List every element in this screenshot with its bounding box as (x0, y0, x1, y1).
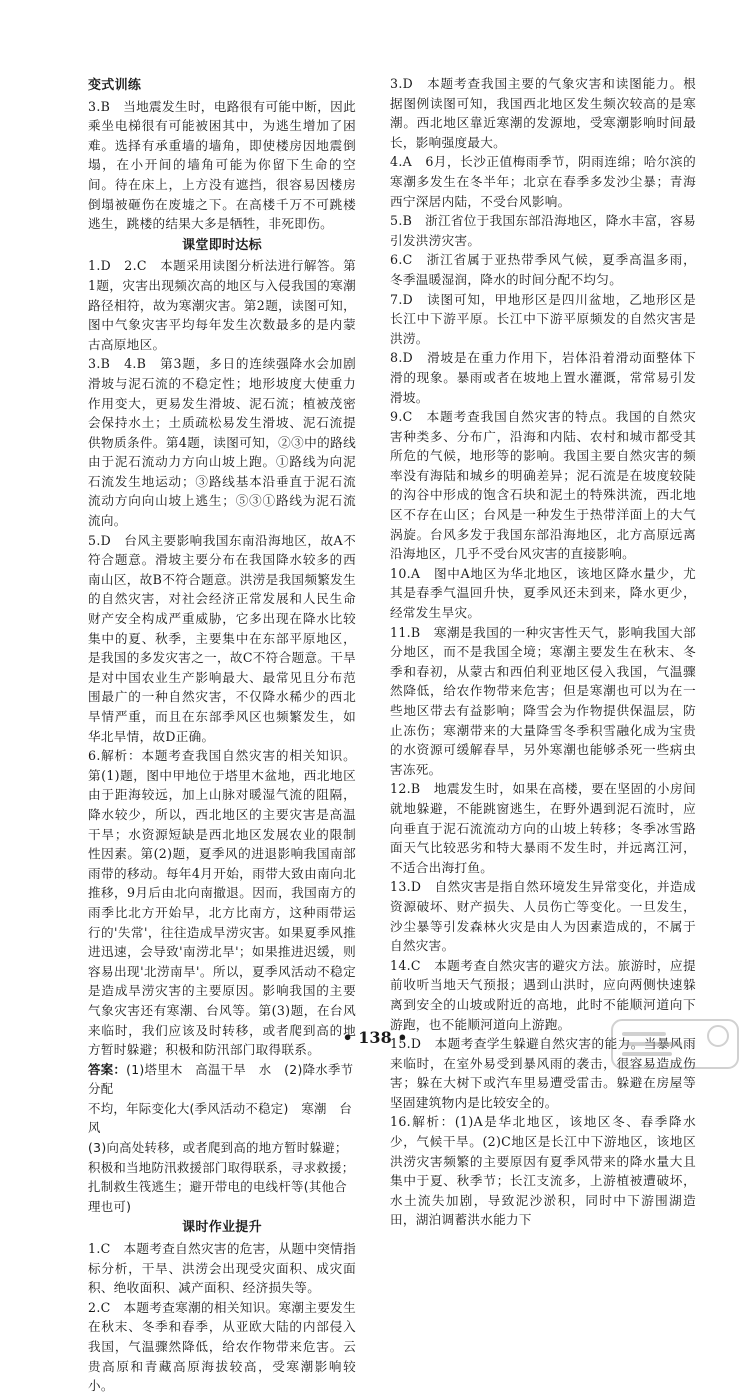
answer-paragraph: 6.解析：本题考查我国自然灾害的相关知识。第(1)题，图中甲地位于塔里木盆地，西北地区由于距海较远，加上山脉对暖湿气流的阻隔，降水较少，所以，西北地区的主要灾害是高温干旱；水资源短缺是西北地区发展农业的限制性因素。第(2)题，夏季风的进退影响我国南部雨带的移动。每年4月开始，雨带大致由南向北推移，9月后由北向南撤退。因而，我国南方的雨季比北方开始早，北方比南方，这种雨带运行的'失常'，往往造成旱涝灾害。如果夏季风推进迅速，会导致'南涝北旱'；如果推进迟缓，则容易出现'北涝南旱'。所以，夏季风活动不稳定是造成旱涝灾害的主要原因。影响我国的主要气象灾害还有寒潮、台风等。第(3)题，在台风来临时，我们应该及时转移，或者爬到高的地方暂时躲避；积极和防汛部门取得联系。 (88, 748, 356, 1058)
answer-paragraph: 7.D 读图可知，甲地形区是四川盆地，乙地形区是长江中下游平原。长江中下游平原频发的自然灾害是洪涝。 (390, 291, 696, 346)
answer-paragraph: 12.B 地震发生时，如果在高楼，要在坚固的小房间就地躲避，不能跳窗逃生，在野外遇到泥石流时，应向垂直于泥石流流动方向的山坡上转移；冬季冰雪路面天气比较恶劣和特大暴雨不发生时，并远离江河，不适合出海打鱼。 (390, 781, 696, 875)
answer-paragraph: 10.A 图中A地区为华北地区，该地区降水量少，尤其是春季气温回升快，夏季风还未到来，降水更少，经常发生旱灾。 (390, 565, 696, 621)
left-column (88, 74, 356, 1396)
answer-paragraph: 16.解析：(1)A是华北地区，该地区冬、春季降水少，气候干旱。(2)C地区是长江中下游地区，该地区洪涝灾害频繁的主要原因有夏季风带来的降水量大且集中于夏、秋季节；长江支流多，上游植被遭破坏，水土流失加剧，导致泥沙淤积，同时中下游围湖造田，湖泊调蓄洪水能力下 (390, 1114, 696, 1228)
answer-block (88, 1060, 356, 1217)
answer-paragraph: 9.C 本题考查我国自然灾害的特点。我国的自然灾害种类多、分布广，沿海和内陆、农村和城市都受其所危的气候，地形等的影响。我国主要自然灾害的频率没有海陆和城乡的明确差异；泥石流是在坡度较陡的沟谷中形成的饱含石块和泥土的特殊洪流，西北地区不存在山区；台风是一种发生于热带洋面上的大气涡旋。台风多发于我国东部沿海地区，北方高原远离沿海地区，几乎不受台风灾害的直接影响。 (390, 409, 696, 562)
section-title-homework: 课时作业提升 (182, 1220, 262, 1236)
section-title-classroom: 课堂即时达标 (182, 237, 262, 253)
answer-paragraph: 5.D 台风主要影响我国东南沿海地区，故A不符合题意。滑坡主要分布在我国降水较多的西南山区，故B不符合题意。洪涝是我国频繁发生的自然灾害，对社会经济正常发展和人民生命财产安全构成严重威胁，它多出现在降水比较集中的夏、秋季，主要集中在东部平原地区，是我国的多发灾害之一，故C不符合题意。干旱是对中国农业生产影响最大、最常见且分布范围最广的一种自然灾害，不仅降水稀少的西北旱情严重，而且在东部季风区也频繁发生，如华北旱情，故D正确。 (88, 532, 356, 744)
answer-paragraph: 5.B 浙江省位于我国东部沿海地区，降水丰富，容易引发洪涝灾害。 (390, 213, 696, 248)
answer-paragraph: 3.D 本题考查我国主要的气象灾害和读图能力。根据图例读图可知，我国西北地区发生频次较高的是寒潮。西北地区靠近寒潮的发源地，受寒潮影响时间最长，影响强度最大。 (390, 76, 696, 150)
answer-paragraph: 4.A 6月，长沙正值梅雨季节，阴雨连绵；哈尔滨的寒潮多发生在冬半年；北京在春季多发沙尘暴；青海西宁深居内陆，不受台风影响。 (390, 154, 696, 209)
answer-label: 答案： (88, 1061, 127, 1077)
answer-paragraph: 14.C 本题考查自然灾害的避灾方法。旅游时，应提前收听当地天气预报；遇到山洪时，应向两侧快速躲离到安全的山坡或附近的高地，此时不能顺河道向下游跑，也不能顺河道向上游跑。 (390, 957, 696, 1032)
page-number: • 138 • (342, 1028, 408, 1047)
answer-paragraph: 1.D 2.C 本题采用读图分析法进行解答。第1题，灾害出现频次高的地区与入侵我国的寒潮路径相符，故为寒潮灾害。第2题，读图可知，图中气象灾害平均每年发生次数最多的是内蒙古高原地区。 (88, 258, 356, 352)
answer-paragraph: 11.B 寒潮是我国的一种灾害性天气，影响我国大部分地区，而不是我国全境；寒潮主要发生在秋末、冬季和春初，从蒙古和西伯利亚地区侵入我国，气温骤然降低，给农作物带来危害；但是寒潮也可以为在一些地区带去有益影响；降雪会为作物提供保温层，防止冻伤；寒潮带来的大量降雪冬季积雪融化成为宝贵的水资源可缓解春旱，另外寒潮也能够杀死一些病虫害冻死。 (390, 624, 696, 777)
watermark-logo-icon (610, 1016, 740, 1072)
answer-paragraph: 3.B 当地震发生时，电路很有可能中断，因此乘坐电梯很有可能被困其中，为逃生增加了困难。选择有承重墙的墙角，即使楼房因地震倒塌，在小开间的墙角可能为你留下生命的空间。待在床上，上方没有遮挡，很容易因楼房倒塌被砸伤在废墟之下。在高楼千万不可跳楼逃生，跳楼的结果大多是牺牲，非死即伤。 (88, 98, 356, 232)
section-title-variant-training: 变式训练 (88, 78, 142, 93)
answer-paragraph: 8.D 滑坡是在重力作用下，岩体沿着滑动面整体下滑的现象。暴雨或者在坡地上置水灌溉，常常易引发滑坡。 (390, 350, 696, 405)
answer-paragraph: 15.D 本题考查学生躲避自然灾害的能力。当暴风雨来临时，在室外易受到暴风雨的袭击，很容易造成伤害；躲在大树下或汽车里易遭受雷击。躲避在房屋等坚固建筑物内是比较安全的。 (390, 1036, 696, 1110)
answer-line: (3)向高处转移，或者爬到高的地方暂时躲避；积极和当地防汛救援部门取得联系，寻求救援；扎制救生筏逃生；避开带电的电线杆等(其他合理也可) (88, 1140, 355, 1214)
answer-paragraph: 1.C 本题考查自然灾害的危害，从题中突情指标分析，干旱、洪涝会出现受灾面积、成灾面积、绝收面积、减产面积、经济损失等。 (88, 1241, 356, 1296)
answer-paragraph: 6.C 浙江省属于亚热带季风气候，夏季高温多雨，冬季温暖湿润，降水的时间分配不均匀。 (390, 252, 696, 287)
answer-paragraph: 2.C 本题考查寒潮的相关知识。寒潮主要发生在秋末、冬季和春季，从亚欧大陆的内部侵入我国，气温骤然降低，给农作物带来危害。云贵高原和青藏高原海拔较高，受寒潮影响较小。 (88, 1299, 356, 1394)
answer-line: (1)塔里木 高温干旱 水 (2)降水季节分配 (88, 1061, 354, 1097)
answer-paragraph: 13.D 自然灾害是指自然环境发生异常变化，并造成资源破坏、财产损失、人员伤亡等变化。一旦发生，沙尘暴等引发森林火灾是由人为因素造成的，不属于自然灾害。 (390, 879, 696, 954)
answer-line: 不均，年际变化大(季风活动不稳定) 寒潮 台风 (88, 1100, 353, 1136)
answer-paragraph: 3.B 4.B 第3题，多日的连续强降水会加剧滑坡与泥石流的不稳定性；地形坡度大使重力作用变大，更易发生滑坡、泥石流；植被茂密会保持水土；土质疏松易发生滑坡、泥石流提供物质条件。第4题，读图可知，②③中的路线由于泥石流动力方向山坡上跑。①路线为向泥石流发生地运动；③路线基本沿垂直于泥石流流动方向向山坡上逃生；⑤③①路线为泥石流流向。 (88, 356, 356, 529)
